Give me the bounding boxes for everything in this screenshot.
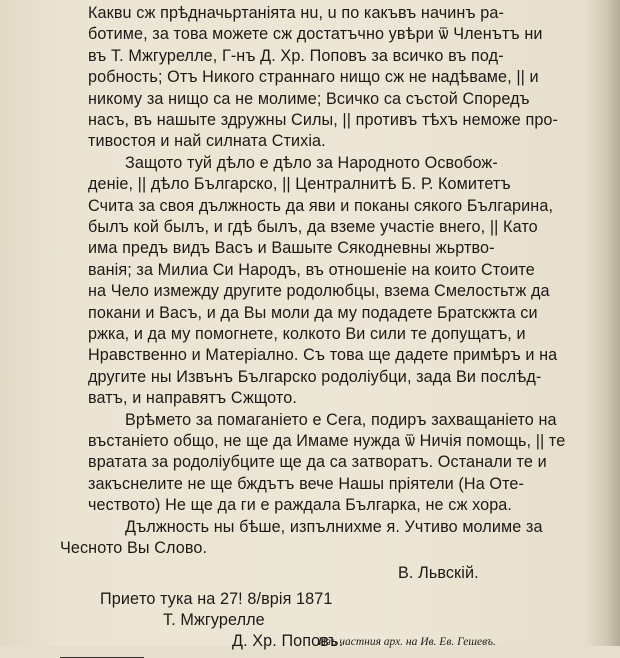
letter-line-22: вратата за родолiубците ще да са затворатъ. Останали те и (88, 453, 547, 472)
recipient: Д. Хр. Поповъ. (232, 632, 344, 651)
letter-line-3: въ Т. Мжгурелле, Г-нъ Д. Хр. Поповъ за всичко въ под- (88, 46, 504, 65)
letter-line-25: Дължность ны бѣше, изпълнихме я. Учтиво молиме за (125, 517, 543, 536)
letter-line-24: чеството) Не ще да ги е раждала Българка, не сж хора. (88, 496, 513, 515)
letter-line-8: Защото туй дѣло е дѣло за Народното Освобож- (125, 153, 498, 172)
letter-line-4: робность; Отъ Никого страннагo нищо сж не надѣваме, || и (88, 68, 539, 87)
letter-line-26: Чесното Вы Слово. (60, 539, 208, 557)
letter-line-7: тивостоя и най силната Стихiа. (88, 132, 326, 151)
letter-line-11: былъ кой былъ, и гдѣ былъ, да вземе участiе внего, || Като (88, 218, 538, 236)
page-fold-shadow (585, 0, 620, 646)
letter-line-6: насъ, въ нашыте здружны Силы, || противъ тѣхъ неможе про- (88, 111, 559, 129)
letter-line-10: Счита за своя дължность да яви и поканы сякого Българина, (88, 196, 554, 215)
letter-line-12: има предъ видъ Васъ и Вашыте Сякодневны жьртво- (88, 239, 495, 258)
letter-line-14: на Чело измежду другите родолюбцы, взема Смелостьтж да (88, 282, 550, 301)
received-place: Т. Мжгурелле (163, 611, 265, 630)
source-note: Изъ частния арх. на Ив. Ев. Гешевъ. (318, 636, 496, 649)
letter-line-5: никому за нищо са не молиме; Всичко са състой Споредъ (88, 89, 530, 108)
letter-line-17: Нравственно и Матерiално. Съ това ще дадете примѣръ и на (88, 346, 558, 365)
letter-line-15: покани и Васъ, и да Вы моли да му подадете Братскжта си (88, 303, 538, 322)
received-note: Приeто тука на 27ǃ 8/врiя 1871 (100, 590, 333, 609)
letter-line-1: Каквu сж прѣдначьртанiята нu, u по какъвъ начинъ ра- (88, 4, 504, 22)
letter-line-18: другите ны Извънъ Българско родолiубци, зада Ви послѣд- (88, 367, 542, 386)
letter-line-13: ванiя; за Милиа Си Народъ, въ отношенiе на които Стоите (88, 260, 535, 279)
letter-line-2: ботиме, за това можете сж достатъчно увѣри ѿ Членътъ ни (88, 25, 543, 44)
letter-line-21: въстанiето общо, не ще да Имаме нужда ѿ Ничiя помощь, || те (88, 432, 566, 450)
letter-line-20: Врѣмето за помаганiето е Сега, подиръ захващанiето на (125, 410, 557, 429)
signature: В. Львскiй. (398, 564, 479, 583)
letter-line-19: ватъ, и направятъ Сжщото. (88, 389, 297, 408)
letter-line-23: закъснелите не ще бждътъ вече Нашы прiятели (На Оте- (88, 474, 525, 493)
letter-line-9: денiе, || дѣло Българско, || Централнитѣ Б. Р. Комитетъ (88, 175, 511, 194)
letter-line-16: ржка, и да му помогнете, колкото Ви сили те допущатъ, и (88, 325, 526, 343)
